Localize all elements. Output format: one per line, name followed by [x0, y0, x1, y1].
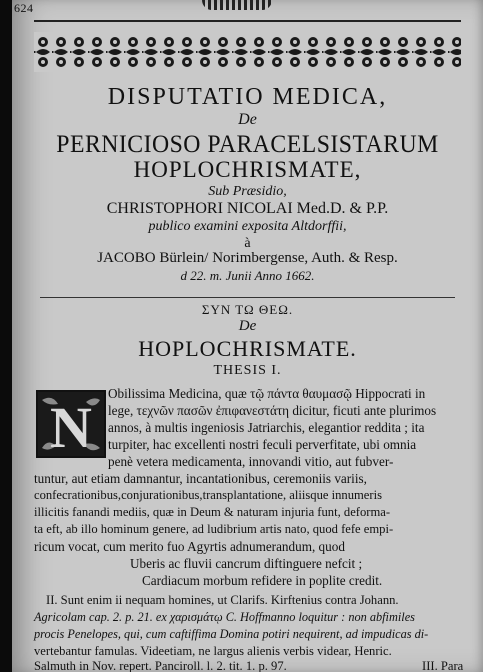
thesis2-line: Salmuth in Nov. repert. Panciroll. l. 2. tit. 1. p. 97.: [34, 659, 287, 672]
book-page: [12, 0, 483, 672]
sub-praesidio: Sub Præsidio,: [208, 184, 287, 199]
thesis1-line: penè vetera medicamenta, innovandi vitio, aut fubver-: [108, 454, 394, 469]
respondens-line: JACOBO Bürlein/ Norimbergense, Auth. & Resp.: [97, 250, 398, 266]
drop-cap: [36, 390, 106, 458]
thesis1-line: ta eft, ab illo hominum genere, ad ludibrium artis nato, quod fefe empi-: [34, 522, 394, 536]
catchword: III. Para: [422, 659, 464, 672]
thesis1-line: confecrationibus,conjurationibus,transplantatione, aliisque innumeris: [34, 488, 382, 502]
drop-cap-letter: N: [50, 395, 92, 460]
thesis1-line: turpiter, hac excellenti nostri feculi perverfitate, ubi omnia: [108, 437, 417, 452]
subject-line-2: HOPLOCHRISMATE,: [133, 157, 362, 182]
thesis1-line: Obilissima Medicina, quæ τῷ πάντα θαυμασῷ Hippocrati in: [108, 386, 426, 401]
head-ornament: [202, 0, 272, 10]
page-head: [12, 0, 483, 18]
de-line: De: [238, 111, 257, 128]
top-rule: [34, 20, 461, 22]
fleuron-band: [34, 32, 461, 72]
de-line-2: De: [238, 318, 257, 334]
disputation-title: DISPUTATIO MEDICA,: [107, 84, 388, 110]
verse-line: Uberis ac fluvii cancrum diftinguere nefcit ;: [130, 556, 363, 571]
greek-invocation: ΣΥΝ ΤΩ ΘΕΩ.: [201, 302, 294, 317]
thesis1-line: illicitis fanandi mediis, quæ in Deum & naturam injuria funt, deforma-: [34, 505, 391, 519]
thesis1-line: ricum vocat, cum merito fuo Agyrtis adnumerandum, quod: [34, 539, 345, 554]
date-line: d 22. m. Junii Anno 1662.: [180, 268, 315, 283]
thesis1-line: tuntur, aut etiam damnantur, incantationibus, ceremoniis variis,: [34, 471, 367, 486]
thesis2-line: vertebantur famulas. Videetiam, ne largus alienis verbis videar, Henric.: [34, 644, 392, 658]
publico-line: publico examini exposita Altdorffii,: [148, 219, 347, 234]
thesis1-line: annos, à multis ingeniosis Jatriarchis, elegantior reddita ; ita: [108, 420, 425, 435]
thesis-heading: THESIS I.: [213, 363, 282, 378]
verse-line: Cardiacum morbum refidere in poplite credit.: [142, 573, 383, 588]
page-number: 624: [14, 1, 34, 15]
thesis2-line: procis Penelopes, qui, cum caftiffima Domina potiri nequirent, ad impudicas di-: [34, 627, 429, 641]
a-line: à: [244, 236, 251, 251]
thesis2-line: II. Sunt enim ii nequam homines, ut Clarifs. Kirftenius contra Johann.: [46, 593, 399, 607]
subject-line-1: PERNICIOSO PARACELSISTARUM: [56, 131, 439, 158]
praeses-line: CHRISTOPHORI NICOLAI Med.D. & P.P.: [106, 200, 389, 217]
section-rule: [40, 297, 455, 298]
section-title: HOPLOCHRISMATE.: [138, 336, 357, 361]
thesis1-line: lege, τεχνῶν πασῶν ἐπιφανεστάτη dicitur, ficuti ante plurimos: [108, 403, 437, 418]
thesis2-line: Agricolam cap. 2. p. 21. ex χαρισμάτῳ C. Hoffmanno loquitur : non abfimiles: [34, 610, 415, 624]
